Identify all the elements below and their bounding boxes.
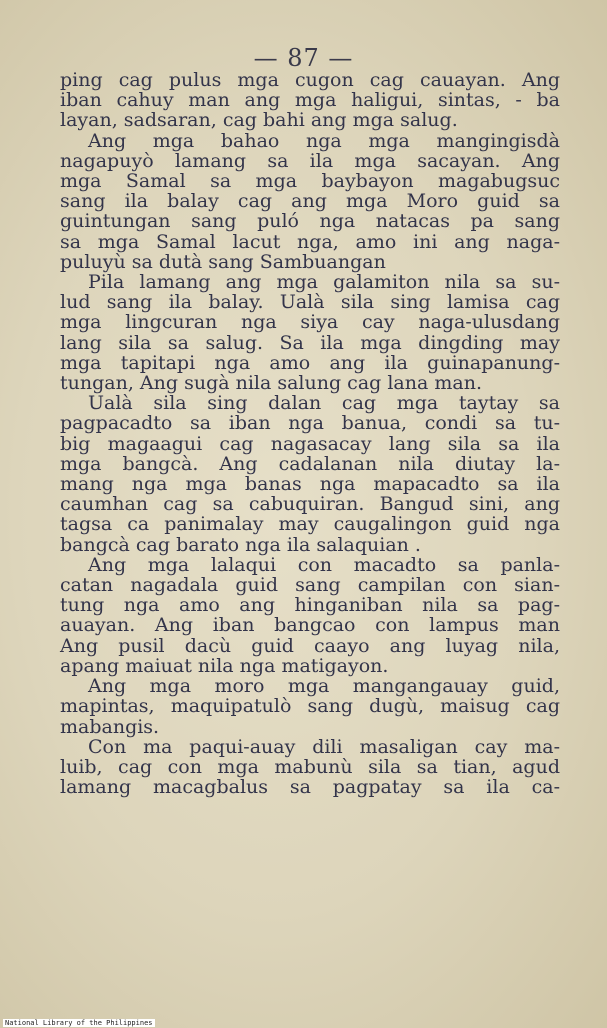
- paragraph: [60, 555, 560, 676]
- text-line: auayan. Ang iban bangcao con lampus man: [60, 614, 560, 637]
- text-line: catan nagadala guid sang campilan con sian-: [60, 574, 560, 597]
- text-line: sang ila balay cag ang mga Moro guid sa: [60, 190, 560, 213]
- text-line: caumhan cag sa cabuquiran. Bangud sini, ang: [60, 493, 560, 516]
- paragraph: [60, 131, 560, 272]
- page-number: — 87 —: [253, 44, 354, 72]
- text-line: Ang mga lalaqui con macadto sa panla-: [88, 553, 560, 576]
- text-line: mga bangcà. Ang cadalanan nila diutay la-: [60, 452, 560, 475]
- text-line: mga Samal sa mga baybayon magabugsuc: [60, 170, 560, 193]
- text-line: lamang macagbalus sa pagpatay sa ila ca-: [60, 776, 560, 799]
- text-line: mga lingcuran nga siya cay naga-ulusdang: [60, 311, 560, 334]
- text-line: Ang pusil dacù guid caayo ang luyag nila,: [60, 634, 560, 657]
- text-line: tungan, Ang sugà nila salung cag lana man.: [60, 372, 482, 395]
- text-line: Ang mga bahao nga mga mangingisdà: [88, 129, 560, 152]
- text-line: layan, sadsaran, cag bahi ang mga salug.: [60, 109, 458, 132]
- paragraph: [60, 70, 560, 131]
- text-line: mapintas, maquipatulò sang dugù, maisug cag: [60, 695, 560, 718]
- text-line: ping cag pulus mga cugon cag cauayan. Ang: [60, 69, 560, 91]
- text-line: mga tapitapi nga amo ang ila guinapanung-: [60, 351, 560, 374]
- paragraph: [60, 272, 560, 393]
- text-line: tung nga amo ang hinganiban nila sa pag-: [60, 594, 560, 617]
- text-line: iban cahuy man ang mga haligui, sintas, - ba: [60, 89, 560, 112]
- text-line: puluyù sa dutà sang Sambuangan: [60, 250, 386, 273]
- text-line: mabangis.: [60, 715, 160, 738]
- text-line: Ualà sila sing dalan cag mga taytay sa: [88, 392, 560, 415]
- text-line: Con ma paqui-auay dili masaligan cay ma-: [88, 735, 560, 758]
- text-line: Pila lamang ang mga galamiton nila sa su-: [88, 271, 560, 294]
- text-line: Ang mga moro mga mangangauay guid,: [88, 675, 560, 698]
- text-line: lud sang ila balay. Ualà sila sing lamisa cag: [60, 291, 560, 314]
- library-credit: National Library of the Philippines: [5, 1019, 153, 1027]
- paragraph: [60, 676, 560, 737]
- text-line: lang sila sa salug. Sa ila mga dingding may: [60, 331, 560, 354]
- text-line: nagapuyò lamang sa ila mga sacayan. Ang: [60, 149, 560, 172]
- paragraph: [60, 393, 560, 555]
- text-line: bangcà cag barato nga ila salaquian .: [60, 533, 421, 556]
- text-line: pagpacadto sa iban nga banua, condi sa tu-: [60, 412, 560, 435]
- text-line: mang nga mga banas nga mapacadto sa ila: [60, 473, 560, 496]
- paragraph: [60, 737, 560, 798]
- text-line: guintungan sang puló nga natacas pa sang: [60, 210, 560, 233]
- text-line: luib, cag con mga mabunù sila sa tian, agud: [60, 755, 560, 778]
- text-line: tagsa ca panimalay may caugalingon guid nga: [60, 513, 560, 536]
- body-text: [60, 70, 560, 797]
- text-line: apang maiuat nila nga matigayon.: [60, 654, 389, 677]
- text-line: big magaagui cag nagasacay lang sila sa ila: [60, 432, 560, 455]
- text-line: sa mga Samal lacut nga, amo ini ang naga-: [60, 230, 560, 253]
